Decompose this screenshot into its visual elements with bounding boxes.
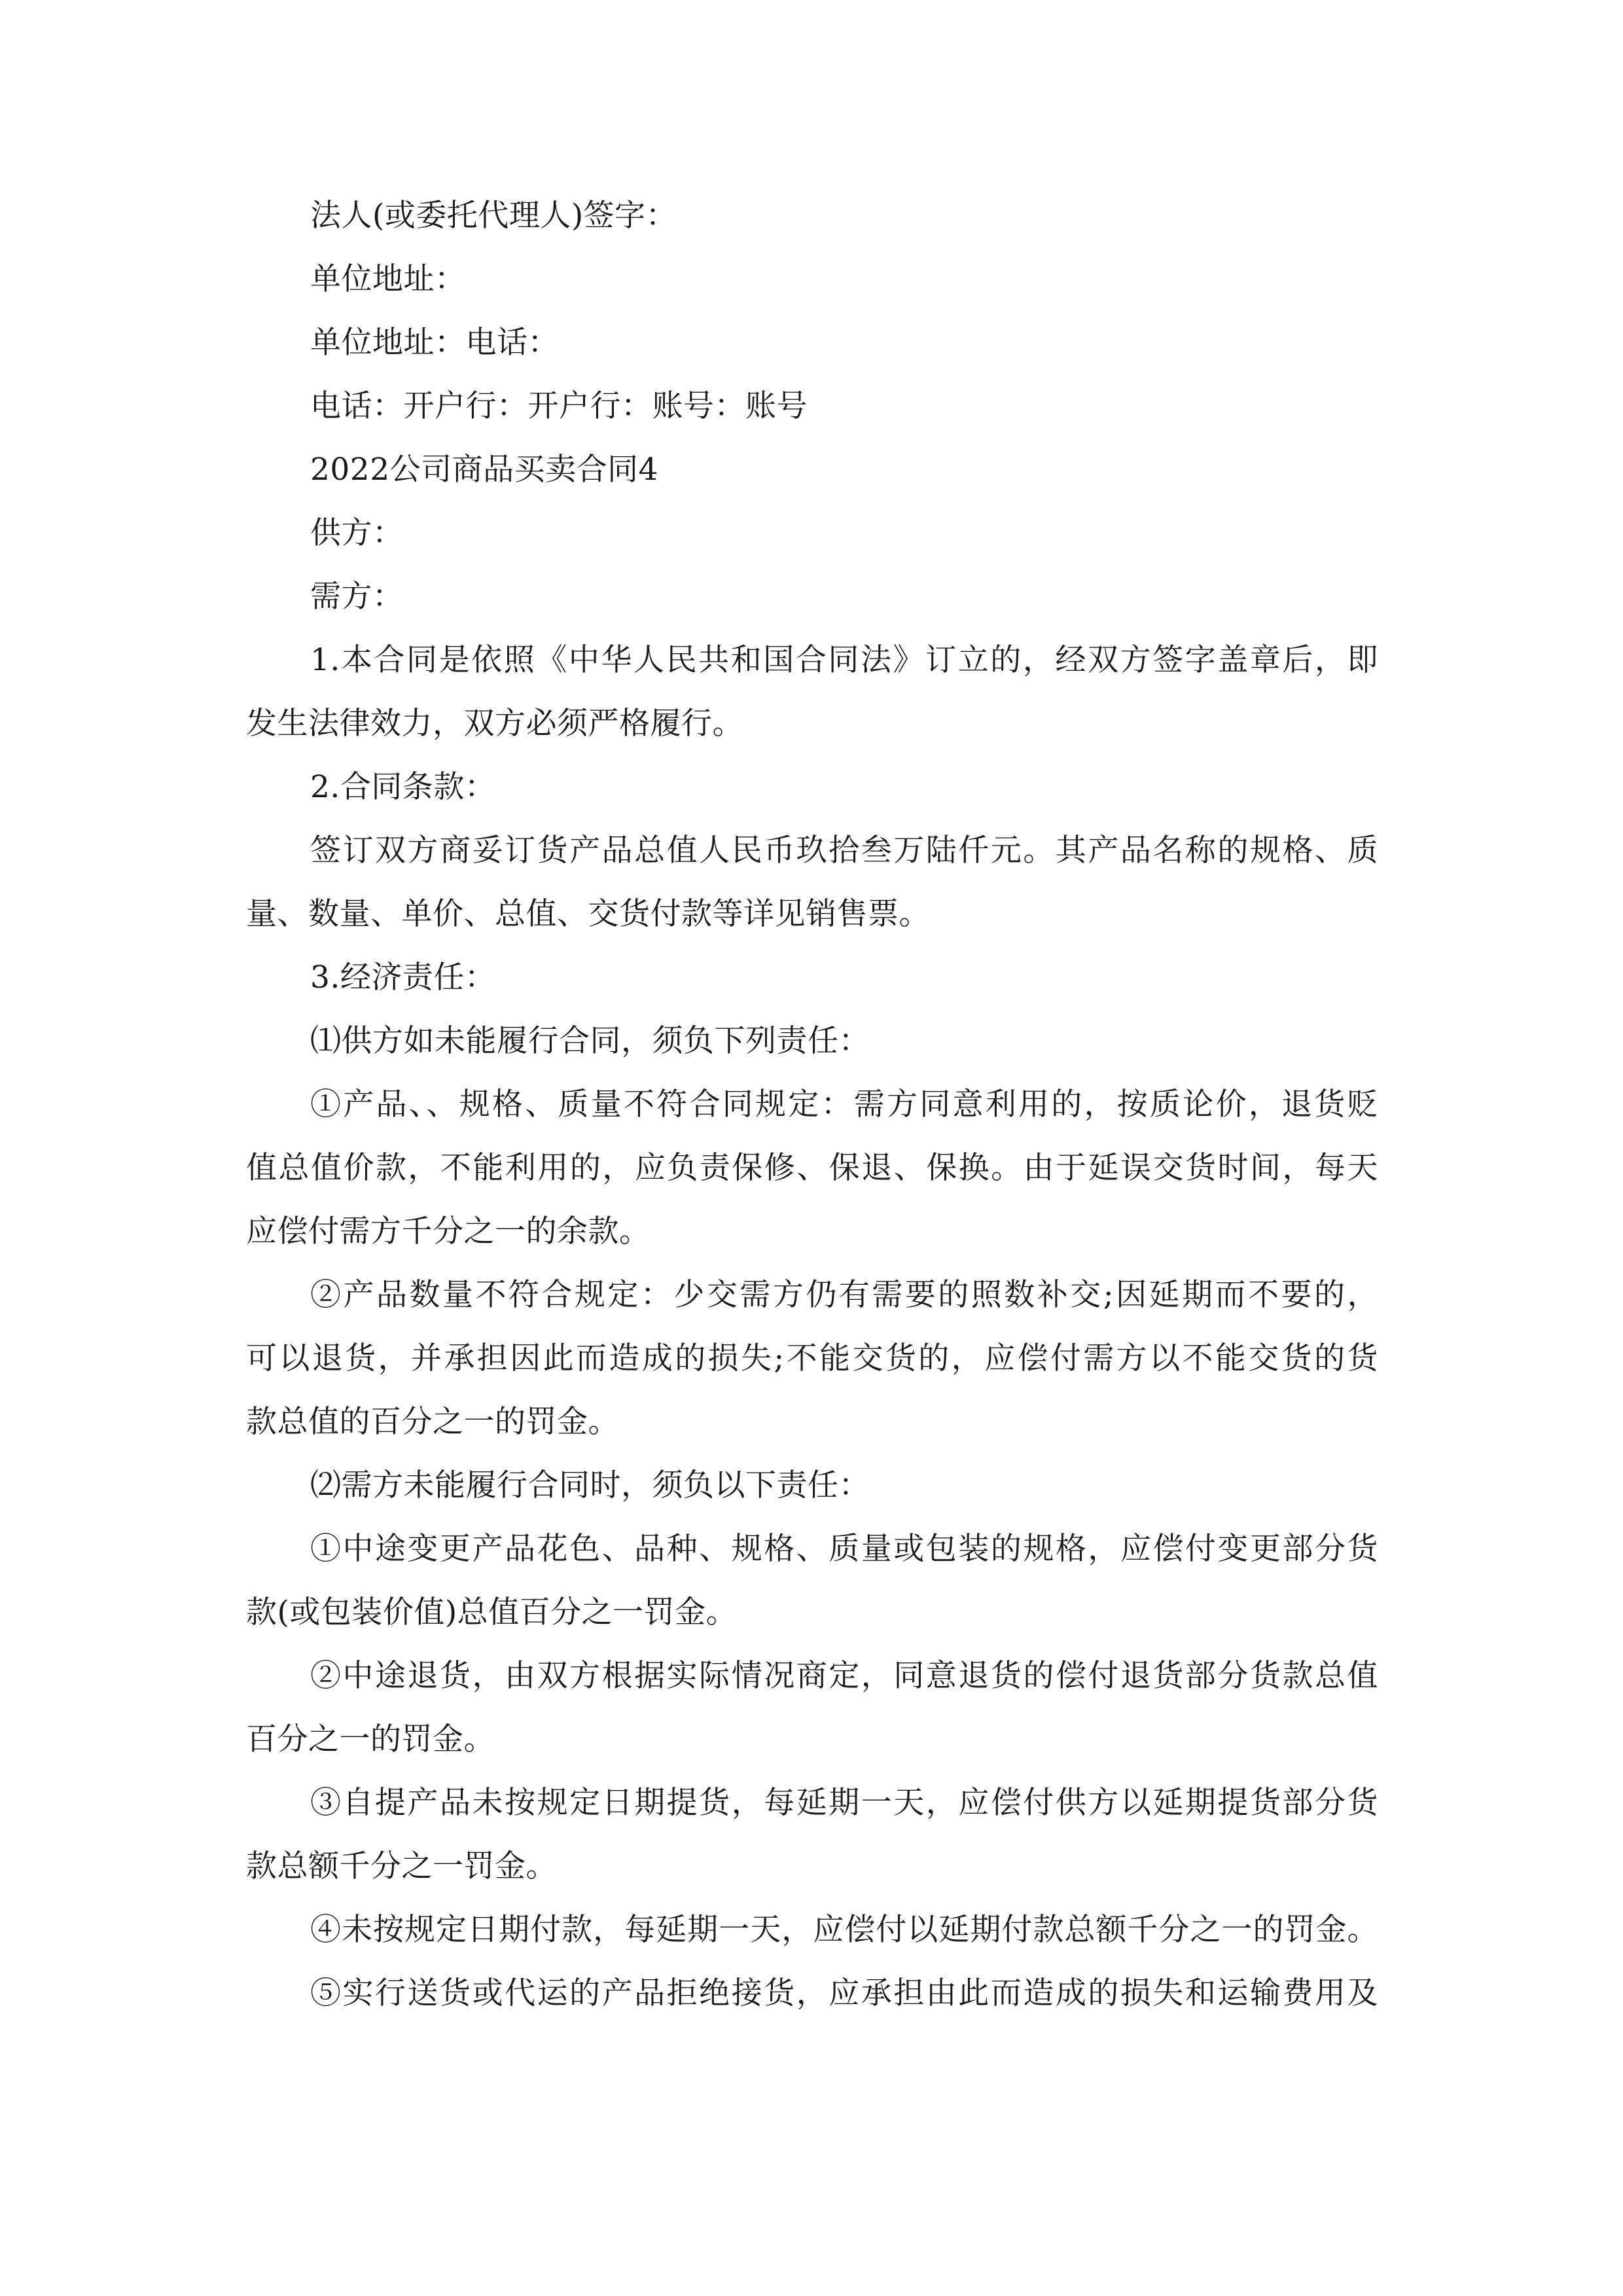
buyer-item-4-line-1: ④未按规定日期付款，每延期一天，应偿付以延期付款总额千分之一的罚金。 (310, 1912, 1378, 1948)
supplier-liability-heading: ⑴供方如未能履行合同，须负下列责任： (310, 1023, 870, 1059)
clause-1-line-2: 发生法律效力，双方必须严格履行。 (246, 706, 743, 742)
address-line: 单位地址： (310, 261, 466, 297)
clause-1-line-1: 1.本合同是依照《中华人民共和国合同法》订立的，经双方签字盖章后，即 (310, 642, 1378, 678)
clause-2-heading: 2.合同条款： (310, 769, 496, 805)
buyer-line: 需方： (310, 579, 404, 615)
buyer-item-5-line-1: ⑤实行送货或代运的产品拒绝接货，应承担由此而造成的损失和运输费用及 (310, 1975, 1378, 2011)
supplier-item-1-line-1: ①产品、、规格、质量不符合同规定：需方同意利用的，按质论价，退货贬 (310, 1086, 1378, 1122)
supplier-item-2-line-2: 可以退货，并承担因此而造成的损失;不能交货的，应偿付需方以不能交货的货 (246, 1340, 1378, 1376)
buyer-item-2-line-1: ②中途退货，由双方根据实际情况商定，同意退货的偿付退货部分货款总值 (310, 1658, 1378, 1694)
clause-2-line-1: 签订双方商妥订货产品总值人民币玖拾叁万陆仟元。其产品名称的规格、质 (310, 833, 1378, 869)
supplier-item-2-line-1: ②产品数量不符合规定：少交需方仍有需要的照数补交;因延期而不要的， (310, 1277, 1378, 1313)
bank-account-line: 电话：开户行：开户行：账号：账号 (310, 388, 808, 424)
buyer-item-1-line-1: ①中途变更产品花色、品种、规格、质量或包装的规格，应偿付变更部分货 (310, 1531, 1378, 1567)
buyer-item-3-line-2: 款总额千分之一罚金。 (246, 1848, 557, 1884)
buyer-liability-heading: ⑵需方未能履行合同时，须负以下责任： (310, 1467, 870, 1503)
supplier-item-1-line-2: 值总值价款，不能利用的，应负责保修、保退、保换。由于延误交货时间，每天 (246, 1150, 1378, 1186)
buyer-item-1-line-2: 款(或包装价值)总值百分之一罚金。 (246, 1594, 738, 1630)
clause-2-line-2: 量、数量、单价、总值、交货付款等详见销售票。 (246, 896, 930, 932)
address-phone-line: 单位地址：电话： (310, 325, 559, 361)
buyer-item-2-line-2: 百分之一的罚金。 (246, 1721, 495, 1757)
signature-line: 法人(或委托代理人)签字： (310, 198, 677, 234)
contract-title: 2022公司商品买卖合同4 (310, 452, 659, 488)
buyer-item-3-line-1: ③自提产品未按规定日期提货，每延期一天，应偿付供方以延期提货部分货 (310, 1785, 1378, 1821)
clause-3-heading: 3.经济责任： (310, 960, 496, 996)
supplier-item-1-line-3: 应偿付需方千分之一的余款。 (246, 1213, 651, 1249)
supplier-line: 供方： (310, 515, 404, 551)
supplier-item-2-line-3: 款总值的百分之一的罚金。 (246, 1404, 619, 1440)
